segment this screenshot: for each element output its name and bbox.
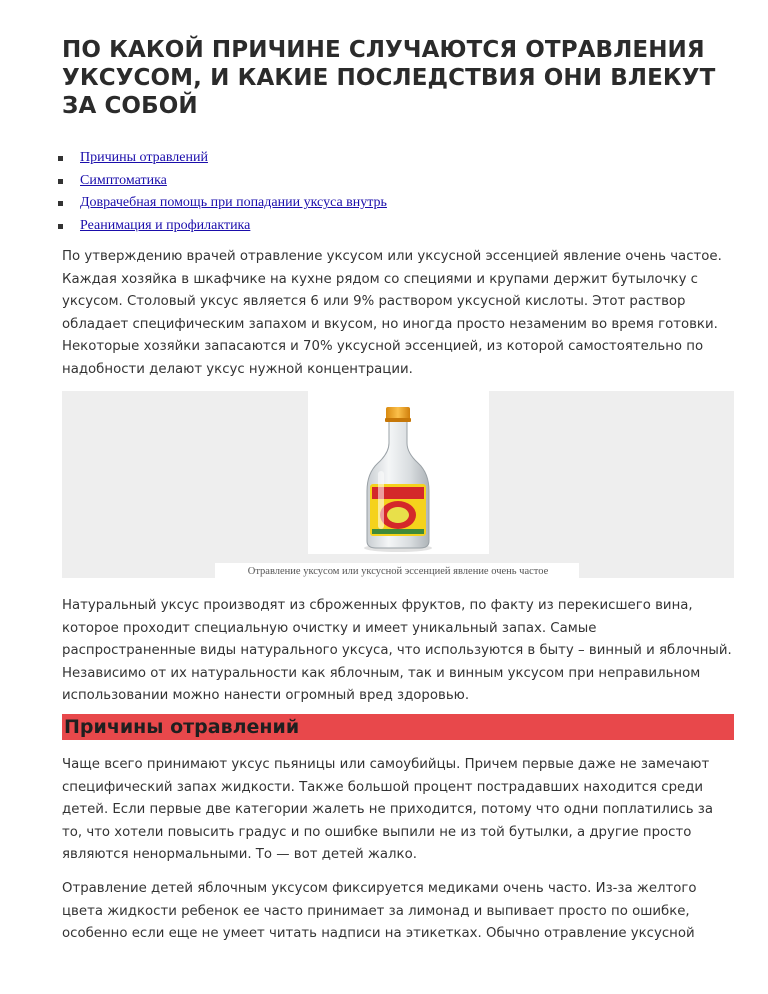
causes-paragraph: Чаще всего принимают уксус пьяницы или самоубийцы. Причем первые даже не замечают специфический запах жидкости. Также большой процент пострадавших находится среди детей. Если первые две категории жалеть не приходится, потому что одни поплатились за то, что хотели повысить градус и по ошибке выпили не из той бутылки, а другие просто являются ненормальными. То — вот детей жалко.	[62, 757, 713, 863]
bullet-icon	[58, 201, 63, 206]
toc-item	[62, 215, 387, 238]
toc-link-symptoms[interactable]: Симптоматика	[80, 172, 167, 188]
children-paragraph: Отравление детей яблочным уксусом фиксируется медиками очень часто. Из-за желтого цвета жидкости ребенок ее часто принимает за лимонад и выпивает просто по ошибке, особенно если еще не умеет читать надписи на этикетках. Обычно отравление уксусной	[62, 881, 697, 942]
table-of-contents	[62, 147, 387, 238]
bullet-icon	[58, 179, 63, 184]
bullet-icon	[58, 224, 63, 229]
figure-photo	[308, 391, 489, 554]
article-figure	[62, 391, 734, 578]
toc-link-causes[interactable]: Причины отравлений	[80, 150, 208, 165]
toc-link-resuscitation[interactable]: Реанимация и профилактика	[80, 218, 251, 234]
natural-vinegar-paragraph: Натуральный уксус производят из сброженных фруктов, по факту из перекисшего вина, которое проходит специальную очистку и имеет уникальный запах. Самые распространенные виды натурального уксуса, что используются в быту – винный и яблочный. Независимо от их натуральности как яблочным, так и винным уксусом при неправильном использовании можно нанести огромный вред здоровью.	[62, 598, 732, 704]
toc-item	[62, 192, 387, 215]
section-heading: Причины отравлений	[64, 716, 300, 738]
vinegar-bottle-photo	[308, 391, 489, 554]
intro-paragraph: По утверждению врачей отравление уксусом или уксусной эссенцией явление очень частое. Каждая хозяйка в шкафчике на кухне рядом со специями и крупами держит бутылочку с уксусом. Столовый уксус является 6 или 9% раствором уксусной кислоты. Этот раствор обладает специфическим запахом и вкусом, но иногда просто незаменим во время готовки. Некоторые хозяйки запасаются и 70% уксусной эссенцией, из которой самостоятельно по надобности делают уксус нужной концентрации.	[62, 249, 722, 377]
toc-item	[62, 170, 387, 193]
toc-link-first-aid[interactable]: Доврачебная помощь при попадании уксуса внутрь	[80, 195, 387, 211]
section-heading-bar	[62, 714, 734, 740]
figure-caption: Отравление уксусом или уксусной эссенцией явление очень частое	[247, 566, 549, 577]
article-title: ПО КАКОЙ ПРИЧИНЕ СЛУЧАЮТСЯ ОТРАВЛЕНИЯ УКСУСОМ, И КАКИЕ ПОСЛЕДСТВИЯ ОНИ ВЛЕКУТ ЗА СОБОЙ	[62, 37, 716, 119]
bullet-icon	[58, 156, 63, 161]
toc-item	[62, 147, 387, 170]
